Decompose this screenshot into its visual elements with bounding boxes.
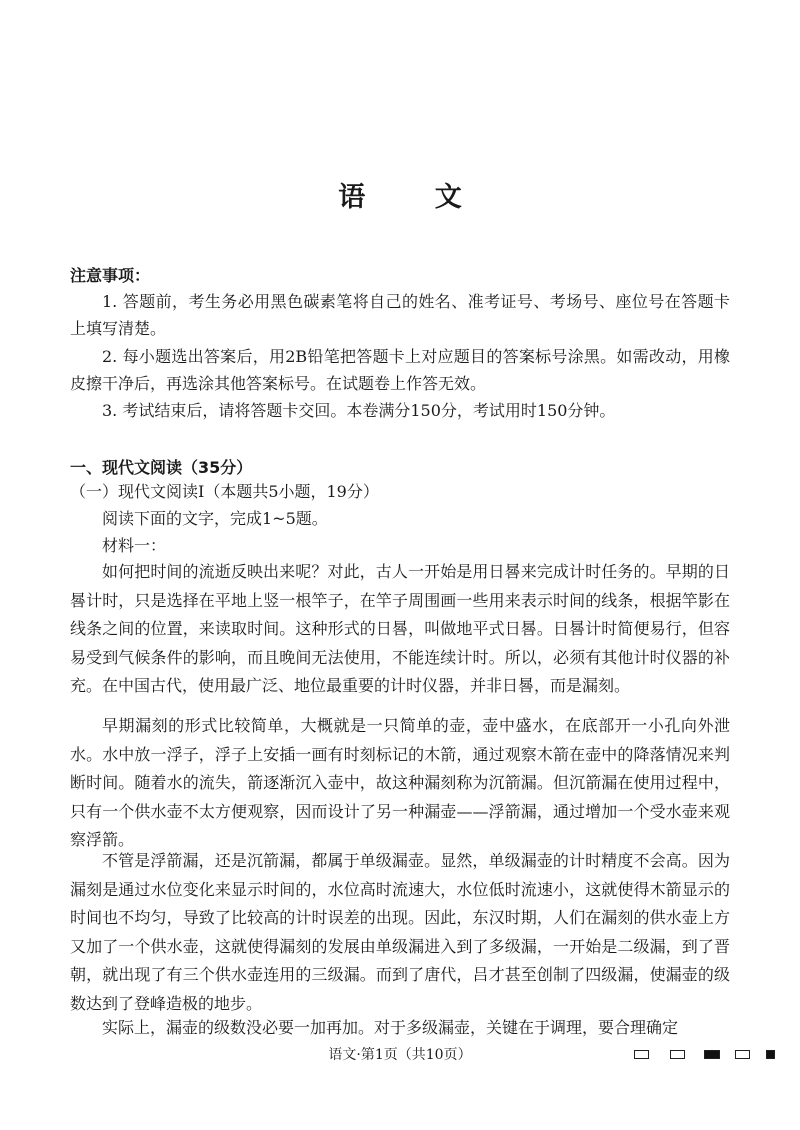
reading-instruction: 阅读下面的文字，完成1~5题。 [102,509,328,528]
scan-mark-filled-icon [766,1050,775,1059]
page-title: 语 文 [338,182,492,213]
scan-mark-empty-icon [670,1050,685,1059]
material-label: 材料一： [102,536,167,555]
section-heading: 一、现代文阅读（35分） [70,458,253,477]
scan-mark-empty-icon [735,1050,750,1059]
body-paragraph-1: 如何把时间的流逝反映出来呢？对此，古人一开始是用日晷来完成计时任务的。早期的日晷计时，只是选择在平地上竖一根竿子，在竿子周围画一些用来表示时间的线条，根据竿影在线条之间的位置，来读取时间。这种形式的日晷，叫做地平式日晷。日晷计时简便易行，但容易受到气候条件的影响，而且晚间无法使用，不能连续计时。所以，必须有其他计时仪器的补充。在中国古代，使用最广泛、地位最重要的计时仪器，并非日晷，而是漏刻。 [70,562,730,695]
body-paragraph-2: 早期漏刻的形式比较简单，大概就是一只简单的壶，壶中盛水，在底部开一小孔向外泄水。水中放一浮子，浮子上安插一画有时刻标记的木箭，通过观察木箭在壶中的降落情况来判断时间。随着水的流失，箭逐渐沉入壶中，故这种漏刻称为沉箭漏。但沉箭漏在使用过程中，只有一个供水壶不太方便观察，因而设计了另一种漏壶——浮箭漏，通过增加一个受水壶来观察浮箭。 [70,716,730,849]
notice-item-3: 3. 考试结束后，请将答题卡交回。本卷满分150分，考试用时150分钟。 [102,401,616,420]
body-paragraph-3: 不管是浮箭漏，还是沉箭漏，都属于单级漏壶。显然，单级漏壶的计时精度不会高。因为漏刻是通过水位变化来显示时间的，水位高时流速大，水位低时流速小，这就使得木箭显示的时间也不均匀，导致了比较高的计时误差的出现。因此，东汉时期，人们在漏刻的供水壶上方又加了一个供水壶，这就使得漏刻的发展由单级漏进入到了多级漏，一开始是二级漏，到了晋朝，就出现了有三个供水壶连用的三级漏。而到了唐代，吕才甚至创制了四级漏，使漏壶的级数达到了登峰造极的地步。 [70,851,730,1013]
sub-section-heading: （一）现代文阅读Ⅰ（本题共5小题，19分） [70,482,379,501]
notice-item-1: 1. 答题前，考生务必用黑色碳素笔将自己的姓名、准考证号、考场号、座位号在答题卡上填写清楚。 [70,292,730,338]
scan-mark-empty-icon [634,1050,649,1059]
notice-heading: 注意事项： [70,266,151,285]
body-paragraph-4: 实际上，漏壶的级数没必要一加再加。对于多级漏壶，关键在于调理，要合理确定 [102,1018,679,1037]
notice-item-2: 2. 每小题选出答案后，用2B铅笔把答题卡上对应题目的答案标号涂黑。如需改动，用橡皮擦干净后，再选涂其他答案标号。在试题卷上作答无效。 [70,347,730,393]
scan-mark-filled-icon [704,1050,720,1059]
page-footer: 语文·第1页（共10页） [328,1047,472,1063]
